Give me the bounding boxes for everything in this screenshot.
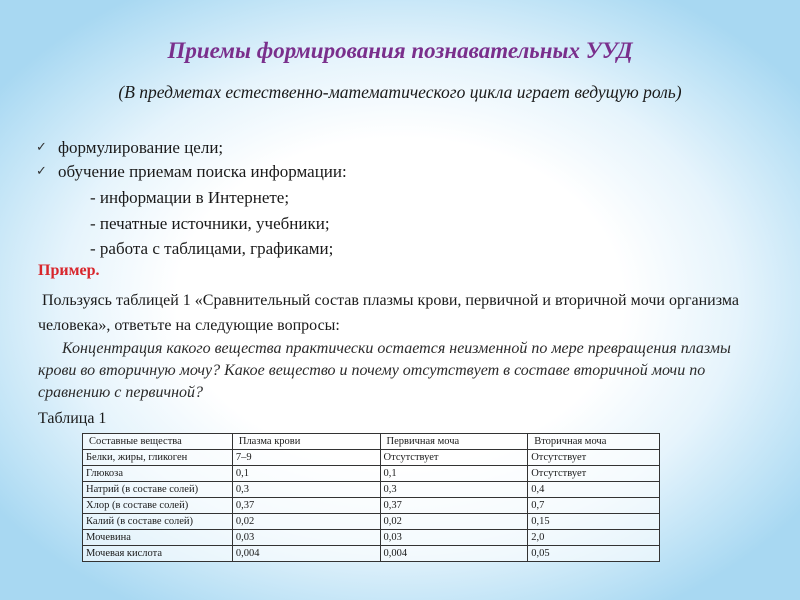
table-cell: 0,03 [232,530,380,546]
bullet-item [36,136,347,160]
table-cell: 0,37 [380,498,528,514]
composition-table [82,433,660,562]
table-row [83,546,660,562]
table-cell: 0,1 [232,466,380,482]
table-row [83,482,660,498]
table-cell: Натрий (в составе солей) [83,482,233,498]
example-label: Пример. [38,262,100,279]
table-row [83,498,660,514]
table-cell: 0,004 [232,546,380,562]
table-cell: 0,7 [528,498,660,514]
bullet-item [36,160,347,184]
task-paragraph: Пользуясь таблицей 1 «Сравнительный состав плазмы крови, первичной и вторичной мочи организма человека», ответьте на следующие вопросы: [38,292,743,334]
table-cell: 0,37 [232,498,380,514]
table-cell: 0,15 [528,514,660,530]
table-cell: 2,0 [528,530,660,546]
bullet-text: формулирование цели; [58,138,224,157]
table-cell: 7–9 [232,450,380,466]
sub-item-list [90,185,333,262]
table-cell: 0,004 [380,546,528,562]
sub-item: - работа с таблицами, графиками; [90,239,334,258]
table-row [83,530,660,546]
table-cell: Мочевая кислота [83,546,233,562]
table-cell: 0,3 [232,482,380,498]
table-cell: Белки, жиры, гликоген [83,450,233,466]
table-caption: Таблица 1 [38,410,107,427]
bullet-text: обучение приемам поиска информации: [58,162,347,181]
column-header: Вторичная моча [528,434,660,450]
checkmark-icon: ✓ [36,164,47,179]
column-header: Первичная моча [380,434,528,450]
sub-item: - информации в Интернете; [90,188,290,207]
table-cell: 0,03 [380,530,528,546]
table-cell: 0,02 [380,514,528,530]
table-cell: Отсутствует [380,450,528,466]
slide-title: Приемы формирования познавательных УУД [167,38,633,63]
table-cell: 0,05 [528,546,660,562]
sub-item: - печатные источники, учебники; [90,213,330,233]
table-cell: Отсутствует [528,466,660,482]
table-row [83,466,660,482]
table-cell: Глюкоза [83,466,233,482]
table-cell: 0,02 [232,514,380,530]
table-cell: Хлор (в составе солей) [83,498,233,514]
table-cell: 0,1 [380,466,528,482]
table-row [83,450,660,466]
table-cell: 0,3 [380,482,528,498]
column-header: Плазма крови [232,434,380,450]
table-cell: Мочевина [83,530,233,546]
table-cell: Отсутствует [528,450,660,466]
column-header: Составные вещества [83,434,233,450]
bullet-list [36,136,347,184]
question-paragraph: Концентрация какого вещества практически остается неизменной по мере превращения плазмы крови во вторичную мочу? Какое вещество и почему отсутствует в составе вторичной мочи по сравнению с первичной? [38,340,735,401]
table-cell: 0,4 [528,482,660,498]
table-header-row [83,434,660,450]
checkmark-icon: ✓ [36,140,47,155]
table-cell: Калий (в составе солей) [83,514,233,530]
slide-subtitle: (В предметах естественно-математического цикла играет ведущую роль) [118,82,682,102]
table-row [83,514,660,530]
